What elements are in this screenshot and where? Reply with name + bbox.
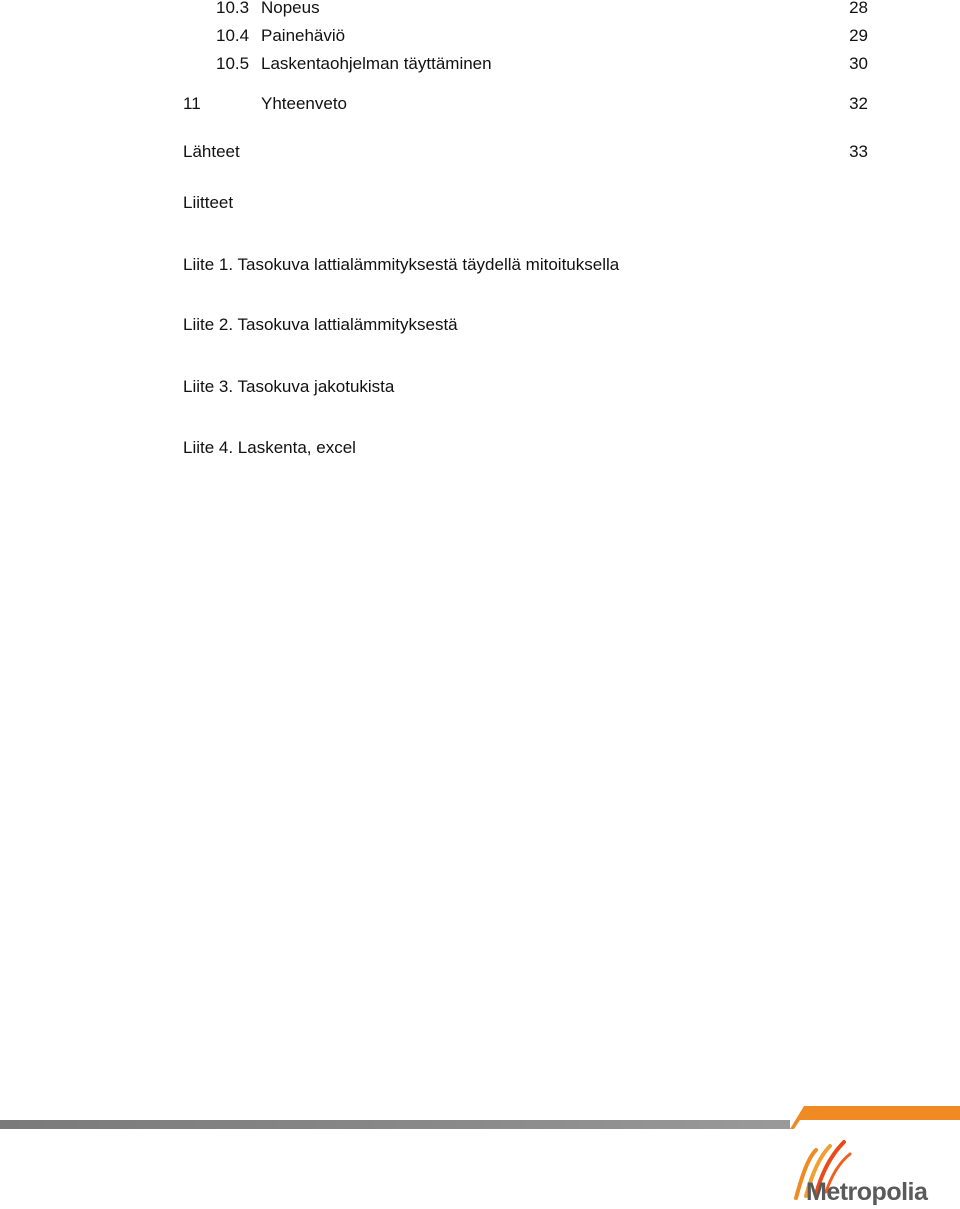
appendix-item: Liite 2. Tasokuva lattialämmityksestä: [183, 315, 458, 334]
toc-page: 33: [849, 142, 868, 161]
metropolia-logo-text: Metropolia: [806, 1178, 928, 1206]
toc-number: 10.4: [216, 26, 250, 45]
toc-title: Painehäviö: [261, 26, 346, 45]
toc-number: 10.3: [216, 0, 250, 17]
toc-number: 11: [183, 94, 201, 113]
footer-orange-bar: [790, 1106, 960, 1129]
toc-page: 28: [849, 0, 868, 17]
toc-title: Lähteet: [183, 142, 240, 161]
appendix-item: Liite 4. Laskenta, excel: [183, 438, 356, 457]
toc-page: 32: [849, 94, 868, 113]
toc-number: 10.5: [216, 54, 250, 73]
toc-title: Nopeus: [261, 0, 320, 17]
footer-grey-bar: [0, 1120, 790, 1129]
toc-page: 30: [849, 54, 868, 73]
toc-title: Laskentaohjelman täyttäminen: [261, 54, 492, 73]
appendix-item: Liite 1. Tasokuva lattialämmityksestä täydellä mitoituksella: [183, 255, 620, 274]
toc-page: 29: [849, 26, 868, 45]
toc-title: Yhteenveto: [261, 94, 348, 113]
toc-title: Liitteet: [183, 193, 234, 212]
appendix-item: Liite 3. Tasokuva jakotukista: [183, 377, 395, 396]
